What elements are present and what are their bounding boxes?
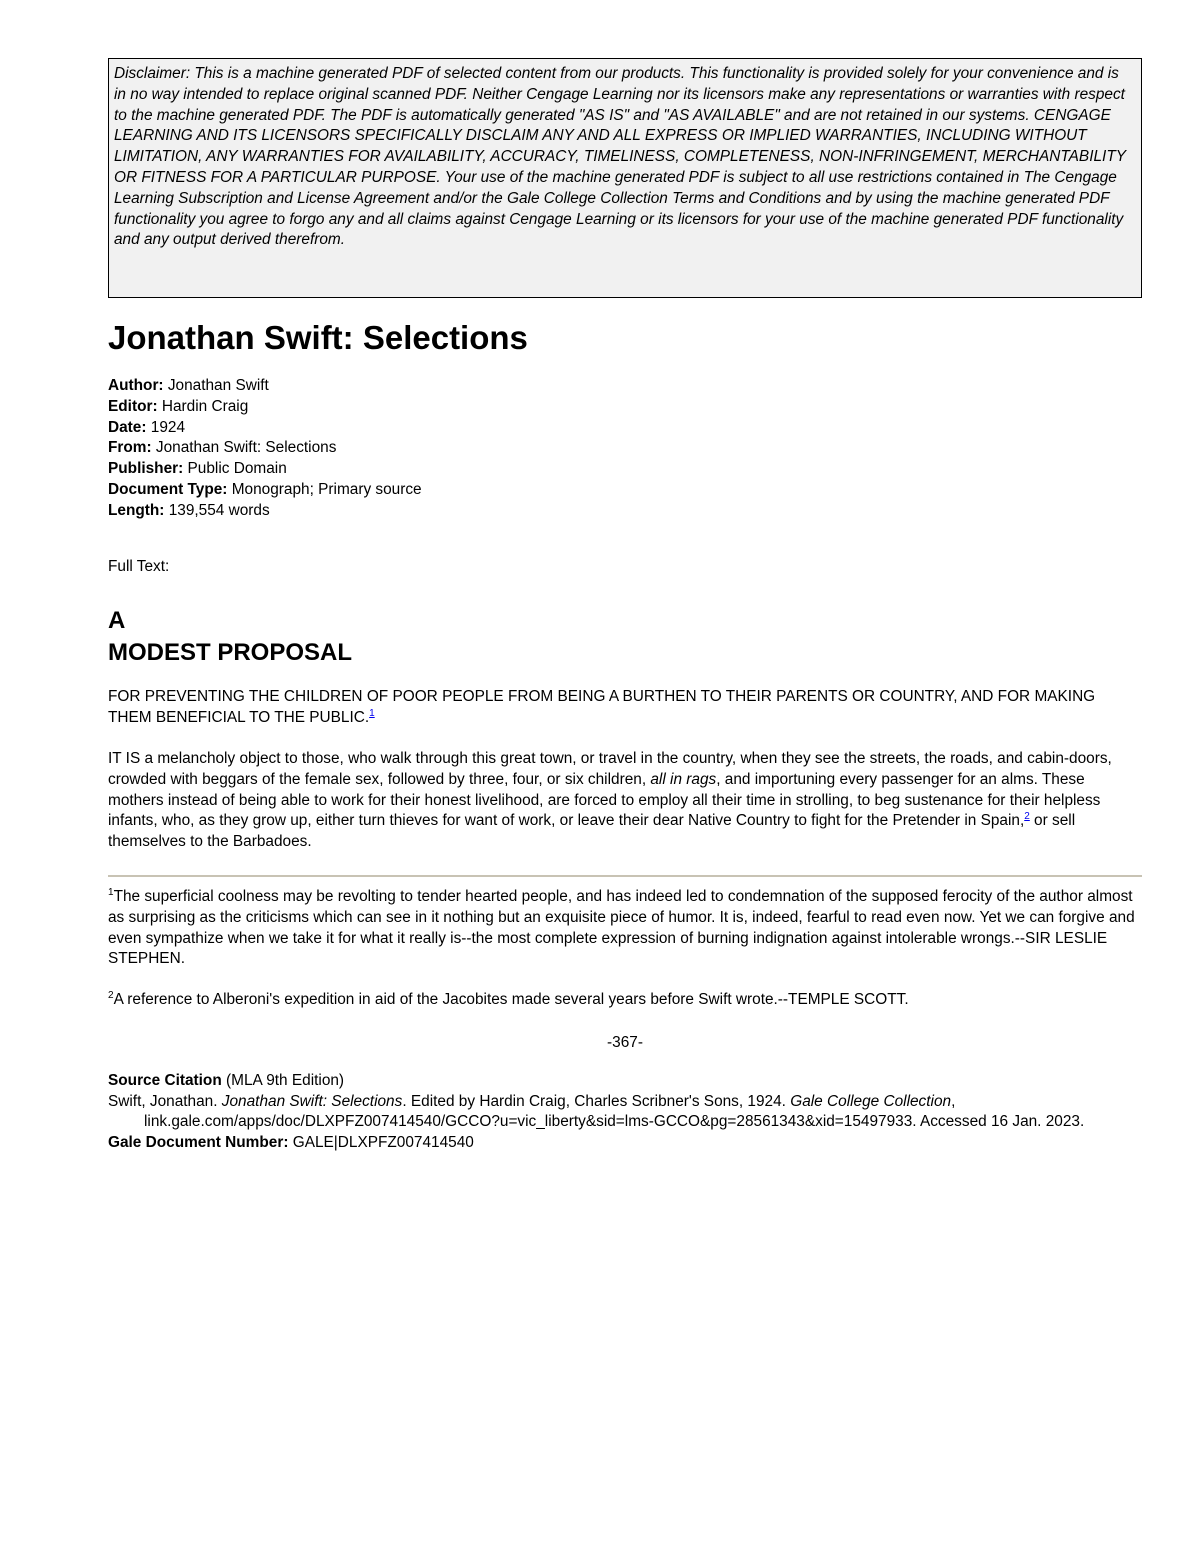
docnum-value: GALE|DLXPFZ007414540 <box>288 1134 474 1152</box>
meta-from-value: Jonathan Swift: Selections <box>155 439 337 457</box>
meta-length <box>108 501 1142 522</box>
document-title: Jonathan Swift: Selections <box>108 319 528 356</box>
source-citation <box>108 1071 1142 1154</box>
proposal-heading-line1: A <box>108 607 126 635</box>
meta-author-value: Jonathan Swift <box>167 377 269 394</box>
proposal-heading <box>108 605 1142 669</box>
meta-author-label: Author: <box>108 377 164 394</box>
full-text-label: Full Text: <box>108 557 170 575</box>
footnote-1-number: 1 <box>108 886 114 898</box>
meta-editor <box>108 397 1142 418</box>
docnum-label: Gale Document Number: <box>108 1134 289 1152</box>
citation-label: Source Citation <box>108 1071 222 1089</box>
meta-date-value: 1924 <box>150 418 186 436</box>
citation-part3: , link.gale.com/apps/doc/DLXPFZ007414540/GCCO?u=vic_liberty&sid=lms-GCCO&pg=28561343&xid=15497933. Accessed 16 Jan. 2023. <box>144 1092 1085 1131</box>
footnote-2-number: 2 <box>108 990 114 1002</box>
meta-doctype <box>108 480 1142 501</box>
footnote-link-2[interactable]: 2 <box>1024 811 1030 823</box>
meta-length-value: 139,554 words <box>168 501 270 519</box>
footnote-2-text: A reference to Alberoni's expedition in aid of the Jacobites made several years before Swift wrote.--TEMPLE SCOTT. <box>113 991 909 1009</box>
body-text-italic: all in rags <box>650 770 717 788</box>
meta-doctype-label: Document Type: <box>108 480 228 498</box>
citation-body <box>108 1092 1142 1134</box>
meta-publisher-label: Publisher: <box>108 460 184 478</box>
meta-editor-value: Hardin Craig <box>161 397 249 415</box>
page-number: -367- <box>607 1033 643 1051</box>
proposal-heading-line2: MODEST PROPOSAL <box>108 639 353 667</box>
citation-heading <box>108 1071 1142 1092</box>
meta-author <box>108 376 1142 397</box>
metadata-block <box>108 376 1142 522</box>
meta-from <box>108 438 1142 459</box>
body-text-part2: , and importuning every passenger for an alms. These mothers instead of being able to work for their honest livelihood, are forced to employ all their time in strolling, to beg sustenance for their helpless infants, who, as they grow up, either turn thieves for want of work, or leave their dear Native Country to fight for the Pretender in Spain, <box>108 770 1101 830</box>
meta-date <box>108 418 1142 439</box>
document-page <box>108 58 1142 1154</box>
meta-date-label: Date: <box>108 418 147 436</box>
body-text-part3: or sell themselves to the Barbadoes. <box>108 812 1076 851</box>
meta-from-label: From: <box>108 439 152 457</box>
body-text-part1: IT IS a melancholy object to those, who walk through this great town, or travel in the country, when they see the streets, the roads, and cabin-doors, crowded with beggars of the female sex, followed by three, four, or six children, <box>108 749 1112 788</box>
citation-edition: (MLA 9th Edition) <box>221 1071 345 1089</box>
footnote-link-1[interactable]: 1 <box>369 708 375 720</box>
proposal-body-paragraph <box>108 749 1142 853</box>
proposal-subtitle <box>108 687 1142 729</box>
meta-editor-label: Editor: <box>108 397 158 415</box>
footnote-1-text: The superficial coolness may be revolting to tender hearted people, and has indeed led to condemnation of the supposed ferocity of the author almost as surprising as the criticisms which can see in it nothing but an exquisite piece of humor. It is, indeed, fearful to read even now. Yet we can forgive and even sympathize when we take it for what it really is--the most complete expression of burning indignation against intolerable wrongs.--SIR LESLIE STEPHEN. <box>108 887 1135 968</box>
meta-length-label: Length: <box>108 501 165 519</box>
meta-publisher-value: Public Domain <box>187 460 287 478</box>
disclaimer-text: Disclaimer: This is a machine generated PDF of selected content from our products. This functionality is provided solely for your convenience and is in no way intended to replace original scanned PDF. Neither Cengage Learning nor its licensors make any representations or warranties with respect to the machine generated PDF. The PDF is automatically generated "AS IS" and "AS AVAILABLE" and are not retained in our systems. CENGAGE LEARNING AND ITS LICENSORS SPECIFICALLY DISCLAIM ANY AND ALL EXPRESS OR IMPLIED WARRANTIES, INCLUDING WITHOUT LIMITATION, ANY WARRANTIES FOR AVAILABILITY, ACCURACY, TIMELINESS, COMPLETENESS, NON-INFRINGEMENT, MERCHANTABILITY OR FITNESS FOR A PARTICULAR PURPOSE. Your use of the machine generated PDF is subject to all use restrictions contained in The Cengage Learning Subscription and License Agreement and/or the Gale College Collection Terms and Conditions and by using the machine generated PDF functionality you agree to forgo any and all claims against Cengage Learning or its licensors for your use of the machine generated PDF functionality and any output derived therefrom. <box>114 65 1126 249</box>
gale-document-number <box>108 1133 1142 1154</box>
meta-publisher <box>108 459 1142 480</box>
footnote-divider <box>108 875 1142 877</box>
citation-part2: . Edited by Hardin Craig, Charles Scribner's Sons, 1924. <box>402 1092 791 1110</box>
footnote-1 <box>108 887 1142 970</box>
citation-italic1: Jonathan Swift: Selections <box>221 1092 403 1110</box>
meta-doctype-value: Monograph; Primary source <box>231 480 422 498</box>
footnote-2 <box>108 990 1142 1011</box>
citation-part1: Swift, Jonathan. <box>108 1092 222 1110</box>
disclaimer-box <box>108 58 1142 298</box>
proposal-subtitle-text: FOR PREVENTING THE CHILDREN OF POOR PEOPLE FROM BEING A BURTHEN TO THEIR PARENTS OR COUNTRY, AND FOR MAKING THEM BENEFICIAL TO THE PUBLIC. <box>108 688 1096 727</box>
citation-italic2: Gale College Collection <box>790 1092 952 1110</box>
